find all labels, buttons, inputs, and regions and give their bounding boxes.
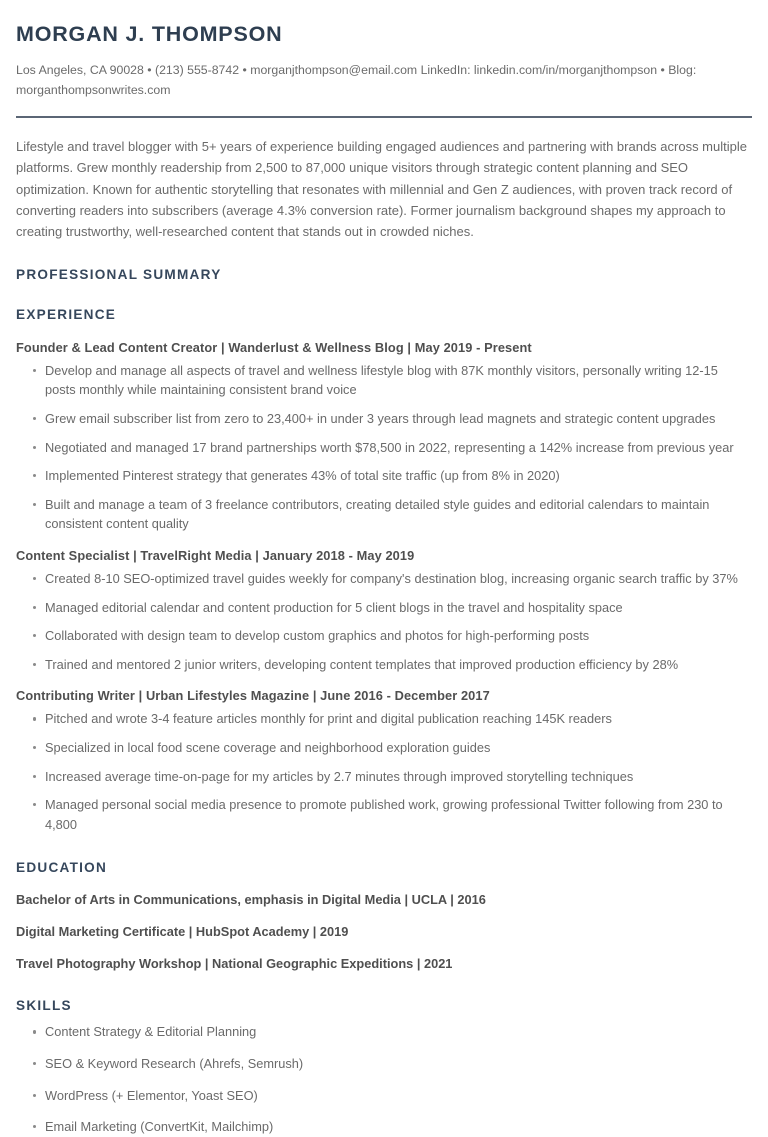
list-item: Managed personal social media presence to promote published work, growing professional Twitter following from 230 to 4,800 <box>16 795 752 834</box>
list-item: Trained and mentored 2 junior writers, developing content templates that improved production efficiency by 28% <box>16 655 752 675</box>
section-heading-skills: SKILLS <box>16 998 72 1014</box>
section-heading-experience: EXPERIENCE <box>16 306 117 322</box>
job-heading: Founder & Lead Content Creator | Wanderlust & Wellness Blog | May 2019 - Present <box>16 339 532 355</box>
list-item: Email Marketing (ConvertKit, Mailchimp) <box>16 1117 752 1137</box>
education-entry: Travel Photography Workshop | National Geographic Expeditions | 2021 <box>16 956 453 972</box>
list-item: Grew email subscriber list from zero to 23,400+ in under 3 years through lead magnets and strategic content upgrades <box>16 409 752 429</box>
list-item: Managed editorial calendar and content production for 5 client blogs in the travel and hospitality space <box>16 598 752 618</box>
job-bullet-list <box>16 709 752 834</box>
section-heading-professional-summary: PROFESSIONAL SUMMARY <box>16 266 222 282</box>
section-heading-education: EDUCATION <box>16 860 108 876</box>
contact-info-line: Los Angeles, CA 90028 • (213) 555-8742 • morganjthompson@email.com LinkedIn: linkedin.com/in/morganjthompson • Blog: morganthompsonwrites.com <box>16 62 697 97</box>
list-item: Content Strategy & Editorial Planning <box>16 1022 752 1042</box>
skills-list <box>16 1022 752 1136</box>
education-entry: Digital Marketing Certificate | HubSpot Academy | 2019 <box>16 924 349 940</box>
job-bullet-list <box>16 361 752 534</box>
education-entry: Bachelor of Arts in Communications, emphasis in Digital Media | UCLA | 2016 <box>16 892 486 908</box>
list-item: Pitched and wrote 3-4 feature articles monthly for print and digital publication reaching 145K readers <box>16 709 752 729</box>
list-item: Implemented Pinterest strategy that generates 43% of total site traffic (up from 8% in 2020) <box>16 466 752 486</box>
summary-paragraph: Lifestyle and travel blogger with 5+ years of experience building engaged audiences and partnering with brands across multiple platforms. Grew monthly readership from 2,500 to 87,000 unique visitors through strategic content planning and SEO optimization. Known for authentic storytelling that resonates with millennial and Gen Z audiences, with proven track record of converting readers into subscribers (average 4.3% conversion rate). Former journalism background shapes my approach to creating trustworthy, well-researched content that stands out in crowded niches. <box>16 138 747 240</box>
page-title: MORGAN J. THOMPSON <box>16 22 283 46</box>
list-item: Collaborated with design team to develop custom graphics and photos for high-performing posts <box>16 626 752 646</box>
job-bullet-list <box>16 569 752 674</box>
list-item: Increased average time-on-page for my articles by 2.7 minutes through improved storytelling techniques <box>16 767 752 787</box>
list-item: Created 8-10 SEO-optimized travel guides weekly for company's destination blog, increasing organic search traffic by 37% <box>16 569 752 589</box>
list-item: Negotiated and managed 17 brand partnerships worth $78,500 in 2022, representing a 142% increase from previous year <box>16 438 752 458</box>
header-divider <box>16 116 752 118</box>
job-heading: Contributing Writer | Urban Lifestyles Magazine | June 2016 - December 2017 <box>16 688 490 704</box>
list-item: SEO & Keyword Research (Ahrefs, Semrush) <box>16 1054 752 1074</box>
list-item: WordPress (+ Elementor, Yoast SEO) <box>16 1086 752 1106</box>
job-heading: Content Specialist | TravelRight Media | January 2018 - May 2019 <box>16 547 415 563</box>
list-item: Built and manage a team of 3 freelance contributors, creating detailed style guides and editorial calendars to maintain consistent content quality <box>16 495 752 534</box>
list-item: Specialized in local food scene coverage and neighborhood exploration guides <box>16 738 752 758</box>
list-item: Develop and manage all aspects of travel and wellness lifestyle blog with 87K monthly visitors, personally writing 12-15 posts monthly while maintaining consistent brand voice <box>16 361 752 400</box>
